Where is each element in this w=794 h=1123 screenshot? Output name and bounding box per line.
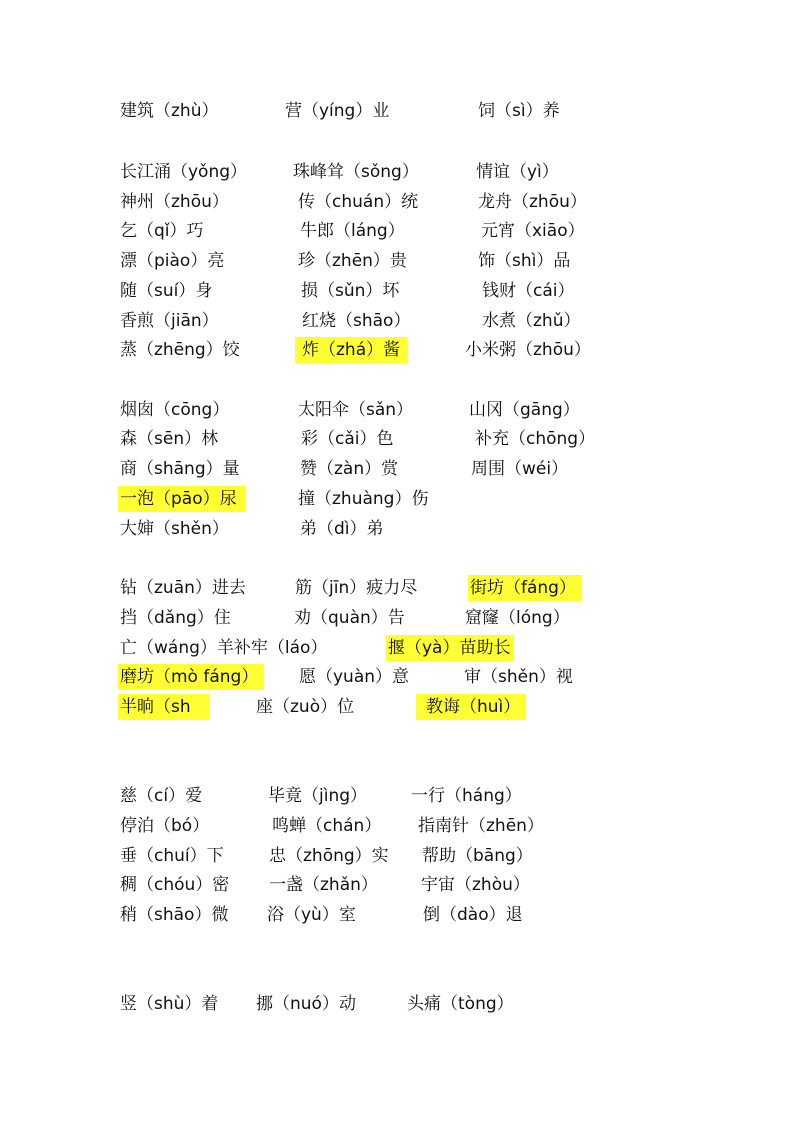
word-entry: 建筑（zhù） [120,101,219,121]
highlighted-word-entry: 揠（yà）苗助长 [386,635,514,661]
word-entry: 审（shěn）视 [464,667,573,687]
word-entry: 随（suí）身 [120,281,213,301]
highlighted-word-entry: 街坊（fáng） [468,575,582,601]
highlighted-word-entry: 一泡（pāo）尿 [118,486,245,512]
word-entry: 周围（wéi） [471,459,569,479]
word-entry: 筋（jīn）疲力尽 [295,578,418,598]
word-entry: 传（chuán）统 [298,192,419,212]
word-row [0,248,794,278]
word-entry: 一行（háng） [411,786,522,806]
word-entry: 座（zuò）位 [256,697,355,717]
word-entry: 赞（zàn）赏 [300,459,399,479]
word-entry: 垂（chuí）下 [120,846,224,866]
word-entry: 珍（zhēn）贵 [298,251,407,271]
word-entry: 长江涌（yǒng） [120,162,248,182]
word-row [0,575,794,605]
word-entry: 香煎（jiān） [120,311,219,331]
word-row [0,605,794,635]
word-row [0,397,794,427]
word-row [0,426,794,456]
word-row [0,486,794,516]
word-entry: 一盏（zhǎn） [269,875,378,895]
word-entry: 水煮（zhǔ） [482,311,581,331]
word-entry: 大婶（shěn） [120,519,229,539]
word-entry: 弟（dì）弟 [300,519,384,539]
word-entry: 营（yíng）业 [285,101,390,121]
word-entry: 饲（sì）养 [478,101,560,121]
word-entry: 钱财（cái） [482,281,575,301]
word-row [0,516,794,546]
word-entry: 情谊（yì） [476,162,559,182]
word-entry: 头痛（tòng） [407,994,514,1014]
word-entry: 稠（chóu）密 [120,875,230,895]
highlighted-word-entry: 半晌（sh [118,694,209,720]
word-row [0,813,794,843]
word-entry: 慈（cí）爱 [120,786,203,806]
word-row [0,783,794,813]
word-entry: 窟窿（lóng） [465,608,570,628]
word-entry: 森（sēn）林 [120,429,219,449]
word-entry: 撞（zhuàng）伤 [298,489,429,509]
word-row [0,843,794,873]
word-entry: 亡（wáng）羊补牢（láo） [120,638,328,658]
word-entry: 饰（shì）品 [478,251,571,271]
word-row [0,308,794,338]
word-entry: 毕竟（jìng） [268,786,368,806]
word-row [0,635,794,665]
word-entry: 稍（shāo）微 [120,905,229,925]
highlighted-word-entry: 炸（zhá）酱 [295,337,407,363]
word-entry: 彩（cǎi）色 [301,429,394,449]
word-row [0,98,794,128]
word-entry: 愿（yuàn）意 [299,667,410,687]
word-entry: 龙舟（zhōu） [478,192,587,212]
word-entry: 宇宙（zhòu） [421,875,530,895]
word-entry: 牛郎（láng） [300,221,405,241]
word-entry: 漂（piào）亮 [120,251,225,271]
word-entry: 红烧（shāo） [302,311,411,331]
word-entry: 浴（yù）室 [267,905,356,925]
word-entry: 蒸（zhēng）饺 [120,340,240,360]
word-entry: 商（shāng）量 [120,459,240,479]
word-entry: 指南针（zhēn） [418,816,544,836]
word-row [0,278,794,308]
word-entry: 神州（zhōu） [120,192,229,212]
highlighted-word-entry: 磨坊（mò fáng） [118,664,264,690]
word-row [0,218,794,248]
word-entry: 补充（chōng） [475,429,596,449]
word-row [0,189,794,219]
word-entry: 倒（dào）退 [423,905,523,925]
word-entry: 元宵（xiāo） [481,221,585,241]
word-entry: 挪（nuó）动 [256,994,356,1014]
word-entry: 劝（quàn）告 [294,608,405,628]
word-entry: 乞（qǐ）巧 [120,221,204,241]
word-entry: 鸣蝉（chán） [272,816,382,836]
word-entry: 损（sǔn）坏 [301,281,400,301]
word-entry: 太阳伞（sǎn） [298,400,414,420]
highlighted-word-entry: 教诲（huì） [416,694,526,720]
word-entry: 山冈（gāng） [469,400,580,420]
word-entry: 帮助（bāng） [422,846,533,866]
word-entry: 珠峰耸（sǒng） [293,162,419,182]
word-entry: 忠（zhōng）实 [269,846,389,866]
word-entry: 挡（dǎng）住 [120,608,231,628]
word-row [0,694,794,724]
word-entry: 钻（zuān）进去 [120,578,246,598]
word-row [0,337,794,367]
word-row [0,664,794,694]
word-row [0,902,794,932]
word-row [0,872,794,902]
word-entry: 停泊（bó） [120,816,210,836]
word-entry: 烟囱（cōng） [120,400,230,420]
word-row [0,991,794,1021]
word-row [0,159,794,189]
word-entry: 竖（shù）着 [120,994,219,1014]
word-entry: 小米粥（zhōu） [465,340,591,360]
word-row [0,456,794,486]
